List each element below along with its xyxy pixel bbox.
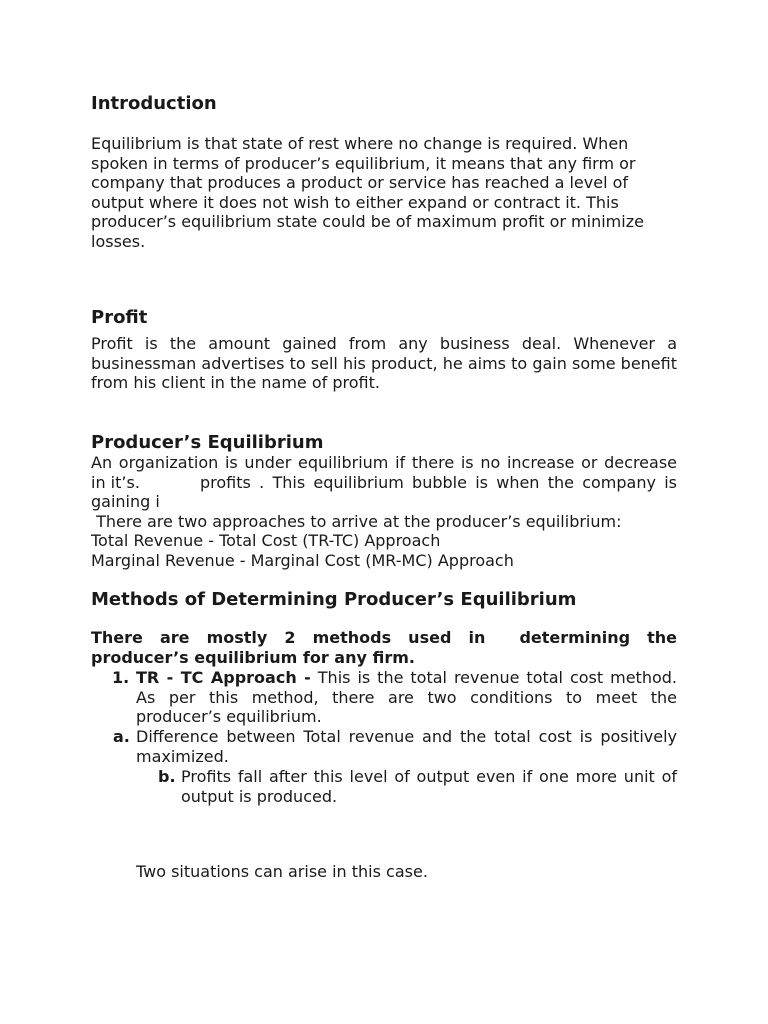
closing-sentence: Two situations can arise in this case. [136, 862, 428, 881]
list-item-a [91, 727, 677, 766]
equilibrium-line-fragment: in it’s. [91, 472, 140, 492]
introduction-line: spoken in terms of producer’s equilibrium, it means that any firm or [91, 153, 636, 173]
producers-equilibrium-body [91, 453, 677, 570]
list-item-description: This is the total revenue total cost method. As per this method, there are two conditions to meet the producer’s equilibrium. [136, 668, 678, 726]
introduction-line: Equilibrium is that state of rest where no change is required. When [91, 134, 629, 153]
list-item-text: Difference between Total revenue and the total cost is positively maximized. [136, 727, 677, 766]
approach-mr-mc: Marginal Revenue - Marginal Cost (MR-MC) Approach [91, 550, 514, 570]
introduction-line: output where it does not wish to either expand or contract it. This [91, 192, 619, 212]
methods-heading: Methods of Determining Producer’s Equilibrium [91, 589, 577, 610]
document-page [91, 0, 677, 1024]
methods-intro-line: producer’s equilibrium for any firm. [91, 647, 415, 667]
equilibrium-line-fragment: profits . This equilibrium bubble is when the company is [200, 472, 677, 492]
list-marker: 1. [112, 668, 130, 687]
equilibrium-line-split [91, 473, 677, 493]
profit-paragraph: Profit is the amount gained from any business deal. Whenever a businessman advertises to sell his product, he aims to gain some benefit from his client in the name of profit. [91, 334, 677, 392]
equilibrium-line: An organization is under equilibrium if there is no increase or decrease [91, 453, 677, 472]
introduction-line: company that produces a product or service has reached a level of [91, 173, 629, 192]
methods-intro [91, 628, 677, 667]
list-item-b [91, 767, 677, 806]
methods-intro-line: There are mostly 2 methods used in determining the [91, 628, 677, 647]
list-item-title: TR - TC Approach - [136, 668, 311, 687]
equilibrium-line: gaining i [91, 492, 160, 511]
introduction-heading: Introduction [91, 93, 217, 114]
list-item-tr-tc [91, 668, 677, 727]
introduction-paragraph [91, 134, 677, 251]
list-item-text [136, 668, 677, 727]
approach-tr-tc: Total Revenue - Total Cost (TR-TC) Approach [91, 531, 441, 550]
introduction-line: producer’s equilibrium state could be of maximum profit or minimize [91, 212, 644, 231]
list-item-text: Profits fall after this level of output even if one more unit of output is produced. [181, 767, 677, 806]
producers-equilibrium-heading: Producer’s Equilibrium [91, 432, 324, 453]
list-marker: a. [113, 727, 130, 746]
profit-heading: Profit [91, 307, 148, 328]
list-marker: b. [158, 767, 176, 786]
equilibrium-line: There are two approaches to arrive at the producer’s equilibrium: [91, 511, 622, 531]
introduction-line: losses. [91, 231, 146, 251]
